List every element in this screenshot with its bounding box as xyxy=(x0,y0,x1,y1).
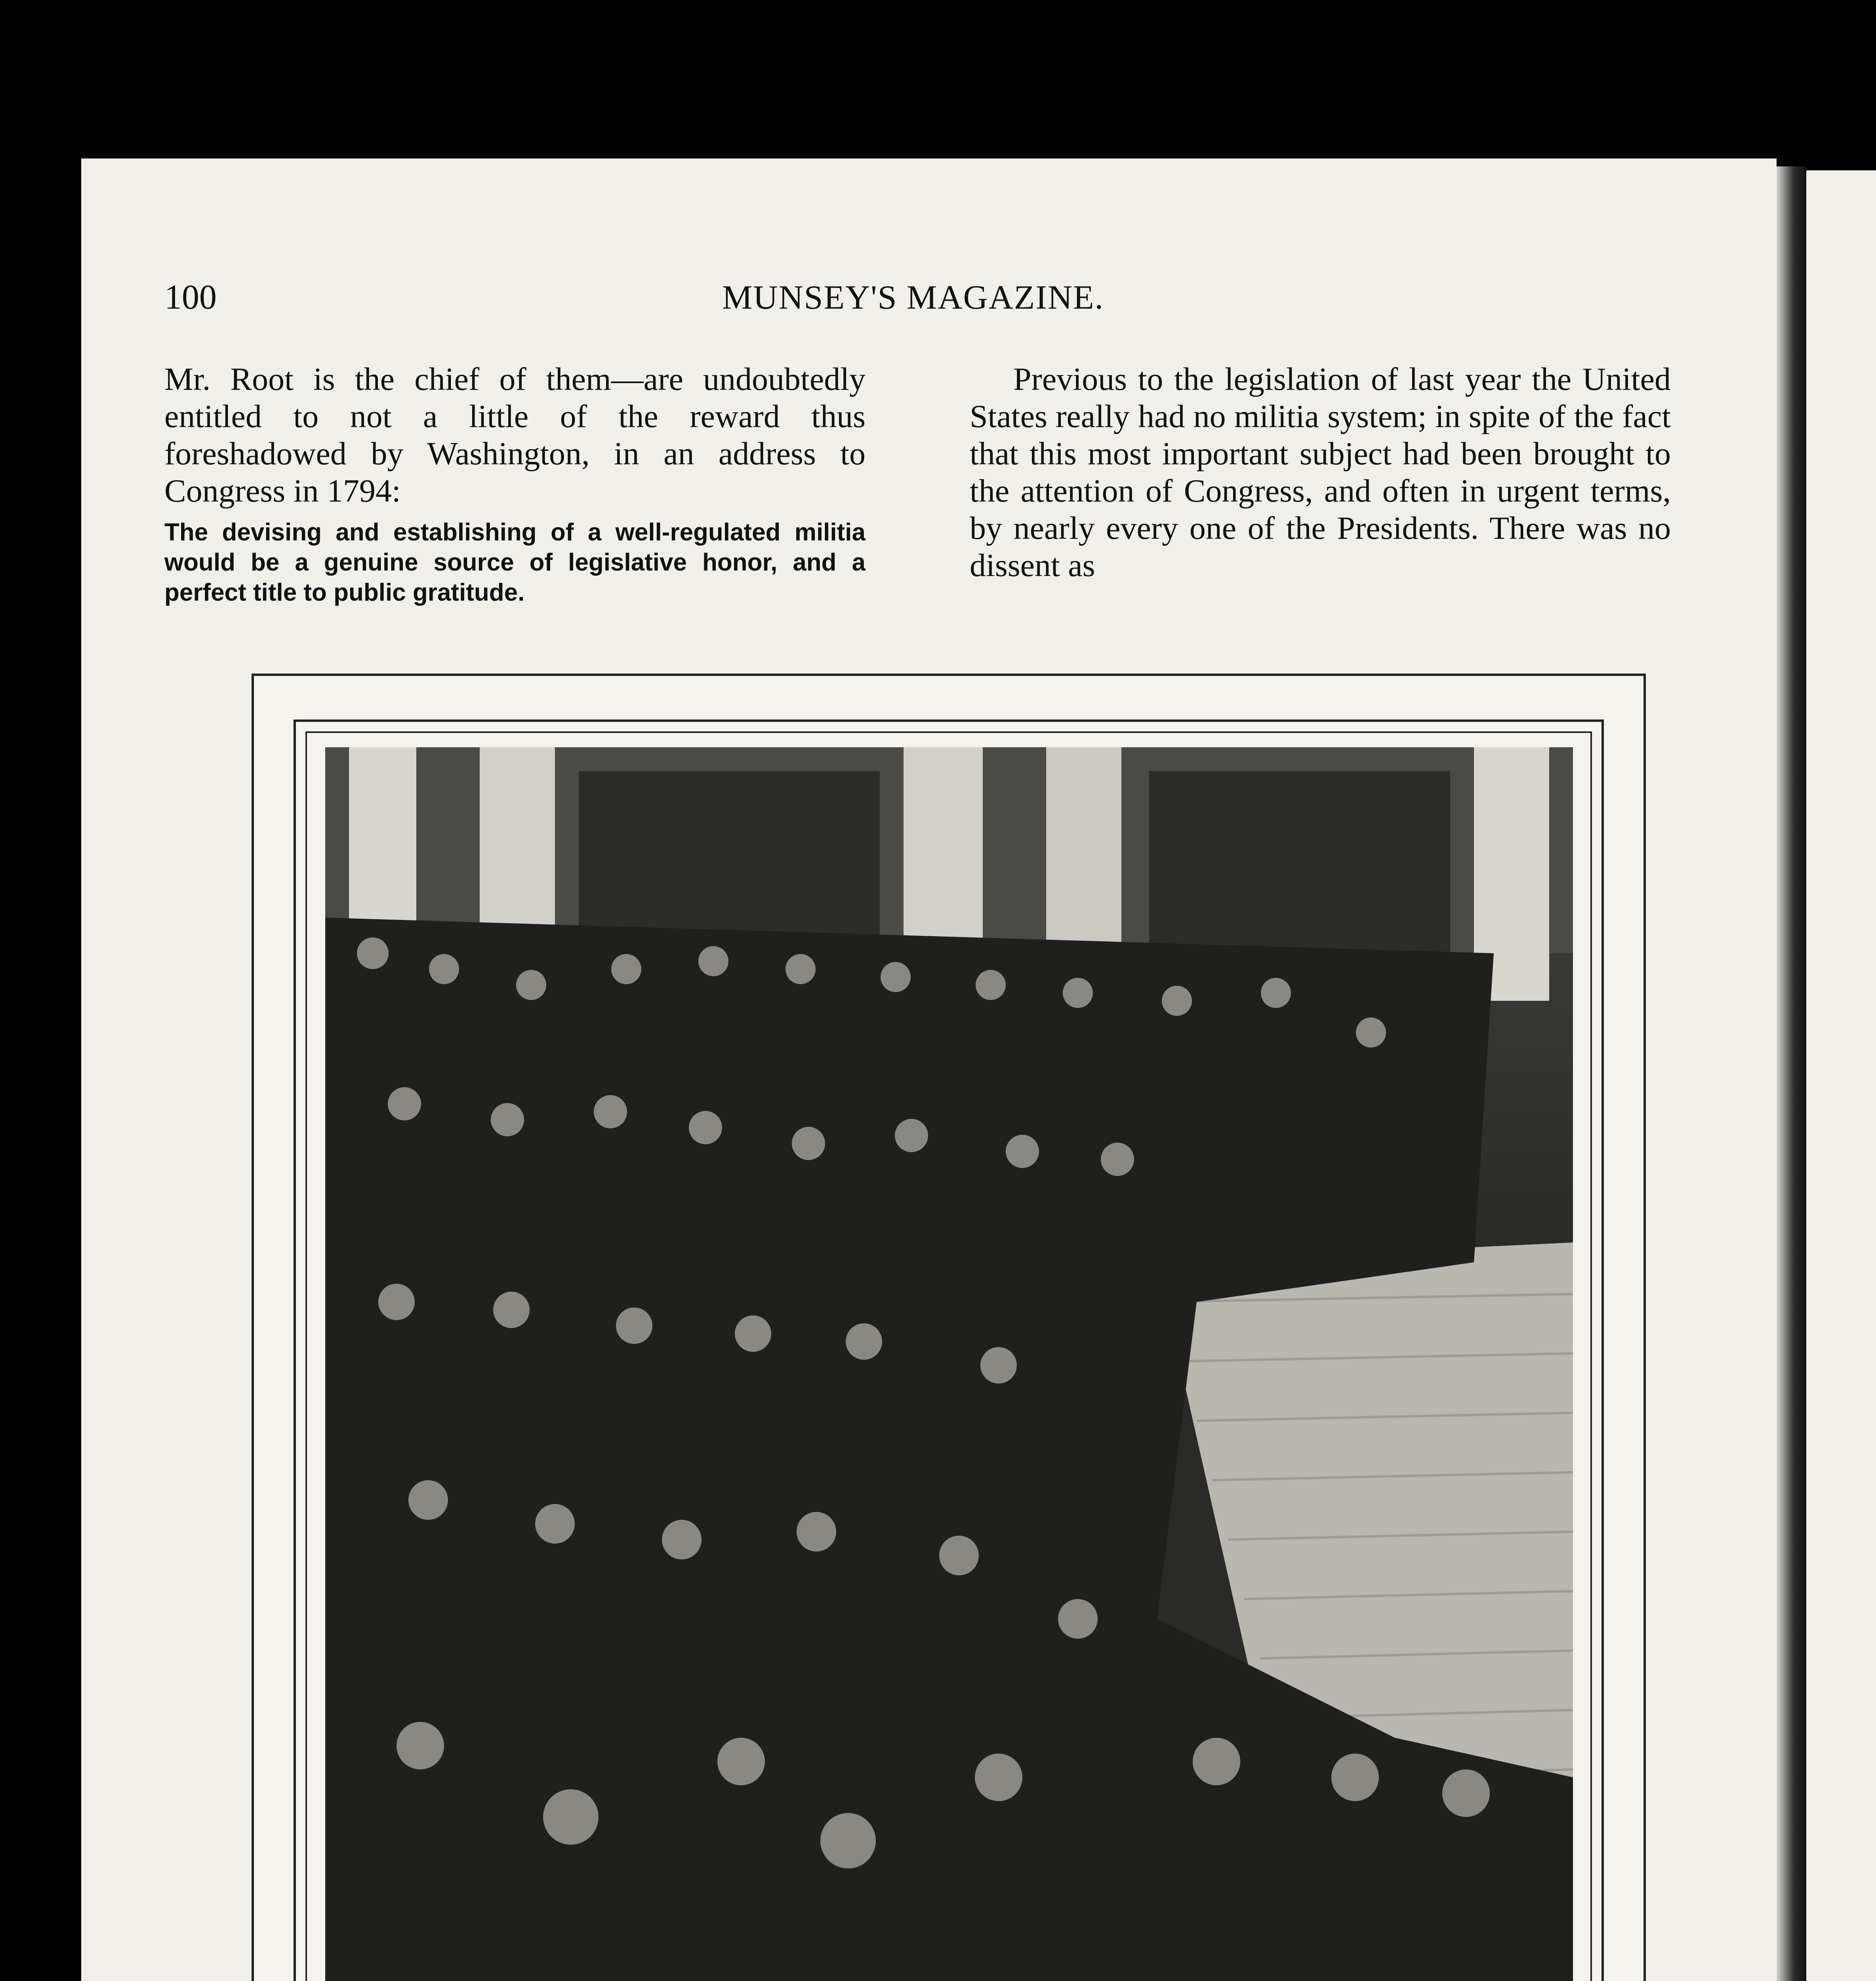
facing-page-edge xyxy=(1806,170,1876,1981)
left-column-text: Mr. Root is the chief of them—are undoubtedly entitled to not a little of the reward thus foreshadowed by Washington, in an address to Congress in 1794: xyxy=(164,361,866,509)
block-quote: The devising and establishing of a well-regulated militia would be a genuine source of legislative honor, and a perfect title to public gratitude. xyxy=(164,519,866,606)
photo-frame xyxy=(252,674,1646,1981)
right-column-text: Previous to the legislation of last year the United States really had no militia system; in spite of the fact that this most important subject had been brought to the attention of Congress, and often in urgent terms, by nearly every one of the Presidents. There was no dissent as xyxy=(970,361,1671,583)
left-column xyxy=(164,361,866,608)
page-number: 100 xyxy=(164,278,217,317)
page-gutter xyxy=(1777,166,1806,1981)
photograph-illustration xyxy=(325,747,1573,1981)
group-photograph xyxy=(325,747,1573,1981)
running-title: MUNSEY'S MAGAZINE. xyxy=(722,278,1104,316)
page-header xyxy=(164,277,1662,325)
right-column xyxy=(970,361,1671,584)
